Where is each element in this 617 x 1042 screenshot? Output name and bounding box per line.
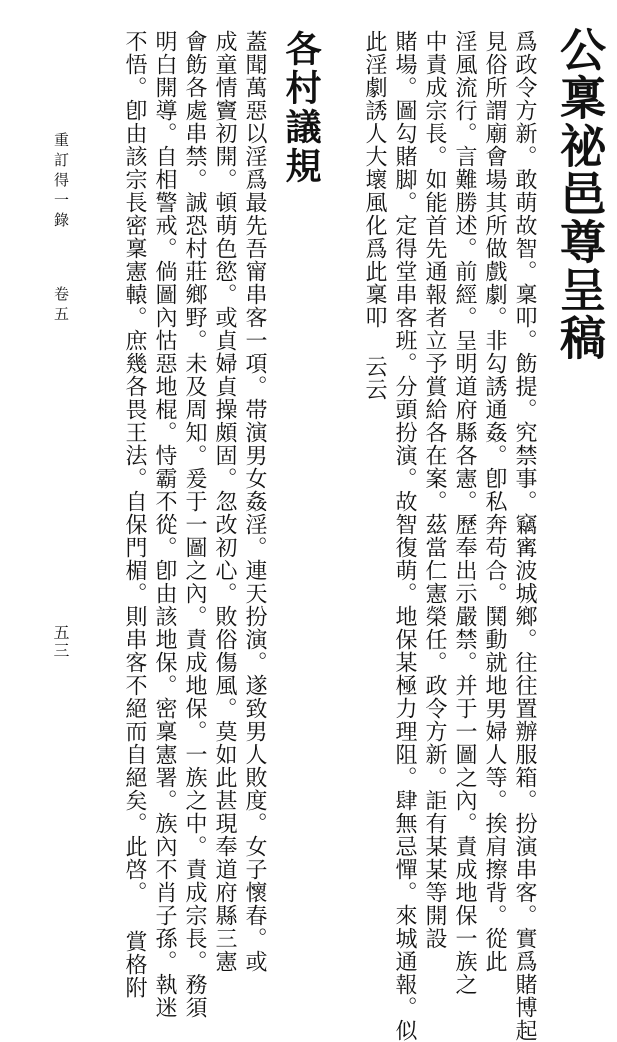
paragraph-1-line-1: 爲政令方新。敢萌故智。稟叩。飭提。究禁事。竊寗波城鄉。往往置辦服箱。扮演串客。實爲賭博起	[512, 30, 537, 1042]
paragraph-1-line-5: 賭場。圖勾賭脚。定得堂串客班。分頭扮演。故智復萌。地保某極力理阻。肆無忌憚。來城通報。似	[392, 30, 417, 1042]
paragraph-1-line-3: 淫風流行。言難勝述。前經。呈明道府縣各憲。歷奉出示嚴禁。并于一圖之內。責成地保一族之	[452, 30, 477, 996]
page-number: 五三	[51, 624, 70, 660]
section-heading: 各村議規	[280, 30, 322, 186]
margin-book-title: 重訂得一錄	[52, 132, 70, 232]
paragraph-2-line-1: 蓋聞萬惡以淫爲最先吾甯串客一項。帯演男女姦淫。連天扮演。遂致男人敗度。女子懷春。或	[242, 30, 267, 973]
paragraph-2-line-4: 明白開導。自相警戒。倘圖內怙惡地棍。恃霸不從。卽由該地保。密稟憲署。族內不肖子孫。執迷	[152, 30, 177, 1019]
margin-volume: 卷五	[52, 286, 70, 326]
paragraph-1-line-2: 見俗所謂廟會場其所做戲劇。非勾誘通姦。卽私奔苟合。鬨動就地男婦人等。挨肩擦背。從此	[482, 30, 507, 973]
paragraph-2-line-2: 成童情竇初開。頓萌色慾。或貞婦貞操頗固。忽改初心。敗俗傷風。莫如此甚現奉道府縣三憲	[212, 30, 237, 973]
paragraph-1-line-4: 中責成宗長。如能首先通報者立予賞給各在案。茲當仁憲榮任。政令方新。詎有某某等開設	[422, 30, 447, 950]
document-title: 公稟祕邑尊呈稿	[553, 26, 607, 362]
paragraph-1-line-6: 此淫劇誘人大壞風化爲此稟叩 云云	[362, 30, 387, 401]
paragraph-2-line-5: 不悟。卽由該宗長密稟憲轅。庶幾各畏王法。自保門楣。則串客不絕而自絕矣。此啓。 賞格附	[122, 30, 147, 999]
paragraph-2-line-3: 會飭各處串禁。誠恐村莊鄉野。未及周知。爰于一圖之內。責成地保。一族之中。責成宗長。務須	[182, 30, 207, 1019]
